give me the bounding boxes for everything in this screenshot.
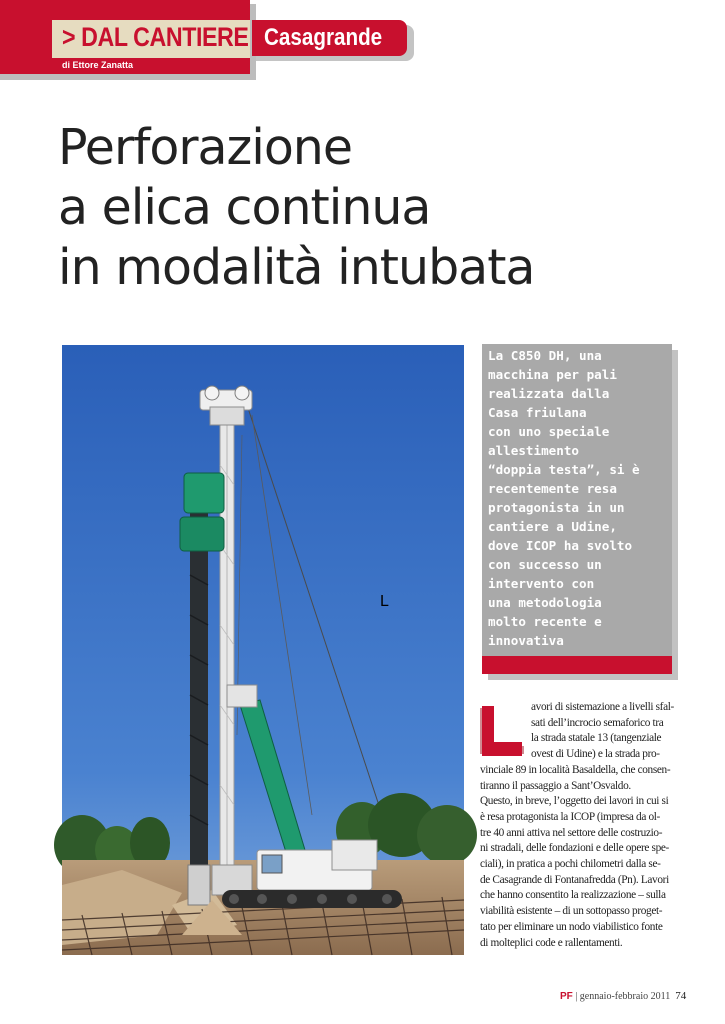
- body-line: vinciale 89 in località Basaldella, che consen-: [480, 763, 671, 776]
- article-title: [58, 118, 698, 298]
- callout-accent-bar: [482, 656, 672, 674]
- body-line: ni stradali, delle fondazioni e delle opere spe-: [480, 842, 669, 855]
- magazine-name: PF: [560, 991, 573, 1002]
- callout-line: realizzata dalla: [488, 386, 610, 401]
- callout-line: intervento con: [488, 576, 595, 591]
- callout-text: [488, 346, 670, 650]
- body-line: tato per eliminare un nodo viabilistico fonte: [480, 920, 663, 933]
- callout-line: innovativa: [488, 633, 564, 648]
- page-footer: [560, 990, 686, 1002]
- author-byline: di Ettore Zanatta: [62, 60, 134, 70]
- callout-line: con successo un: [488, 557, 602, 572]
- title-line-2: a elica continua: [58, 179, 431, 236]
- body-line: avori di sistemazione a livelli sfal-: [531, 701, 674, 713]
- callout-line: cantiere a Udine,: [488, 519, 617, 534]
- callout-line: dove ICOP ha svolto: [488, 538, 633, 553]
- callout-line: La C850 DH, una: [488, 348, 602, 363]
- body-line: Questo, in breve, l’oggetto dei lavori in cui si: [480, 795, 669, 808]
- article-body: [480, 700, 676, 951]
- drilling-rig-photo: [62, 345, 464, 955]
- body-line: ovest di Udine) e la strada pro-: [531, 748, 660, 761]
- body-line: che hanno consentito la realizzazione – sulla: [480, 889, 666, 902]
- company-name: Casagrande: [264, 24, 383, 51]
- body-line: tre 40 anni attiva nel settore delle costruzio-: [480, 826, 663, 839]
- callout-line: macchina per pali: [488, 367, 617, 382]
- callout-line: molto recente e: [488, 614, 602, 629]
- body-line: sati dell’incrocio semaforico tra: [531, 716, 664, 729]
- section-label: > DAL CANTIERE: [62, 22, 249, 52]
- body-line: di molteplici code e rallentamenti.: [480, 936, 623, 949]
- title-line-1: Perforazione: [58, 119, 353, 176]
- body-line: tiranno il passaggio a Sant’Osvaldo.: [480, 779, 631, 792]
- page-number: 74: [675, 990, 687, 1002]
- body-line: la strada statale 13 (tangenziale: [531, 732, 662, 745]
- title-line-3: in modalità intubata: [58, 239, 535, 296]
- callout-line: protagonista in un: [488, 500, 625, 515]
- drop-cap-letter: L: [380, 593, 389, 610]
- body-line: è resa protagonista la ICOP (impresa da ol-: [480, 810, 660, 823]
- footer-separator: |: [572, 991, 580, 1002]
- body-line: ciali), in pratica a pochi chilometri dalla se-: [480, 858, 661, 871]
- callout-line: con uno speciale: [488, 424, 610, 439]
- callout-line: allestimento: [488, 443, 579, 458]
- callout-line: recentemente resa: [488, 481, 617, 496]
- body-line: viabilità esistente – di un sottopasso proget-: [480, 905, 663, 918]
- issue-date: gennaio-febbraio 2011: [579, 991, 671, 1002]
- body-line: de Casagrande di Fontanafredda (Pn). Lavori: [480, 873, 669, 886]
- callout-line: Casa friulana: [488, 405, 587, 420]
- callout-line: “doppia testa”, si è: [488, 462, 640, 477]
- callout-line: una metodologia: [488, 595, 602, 610]
